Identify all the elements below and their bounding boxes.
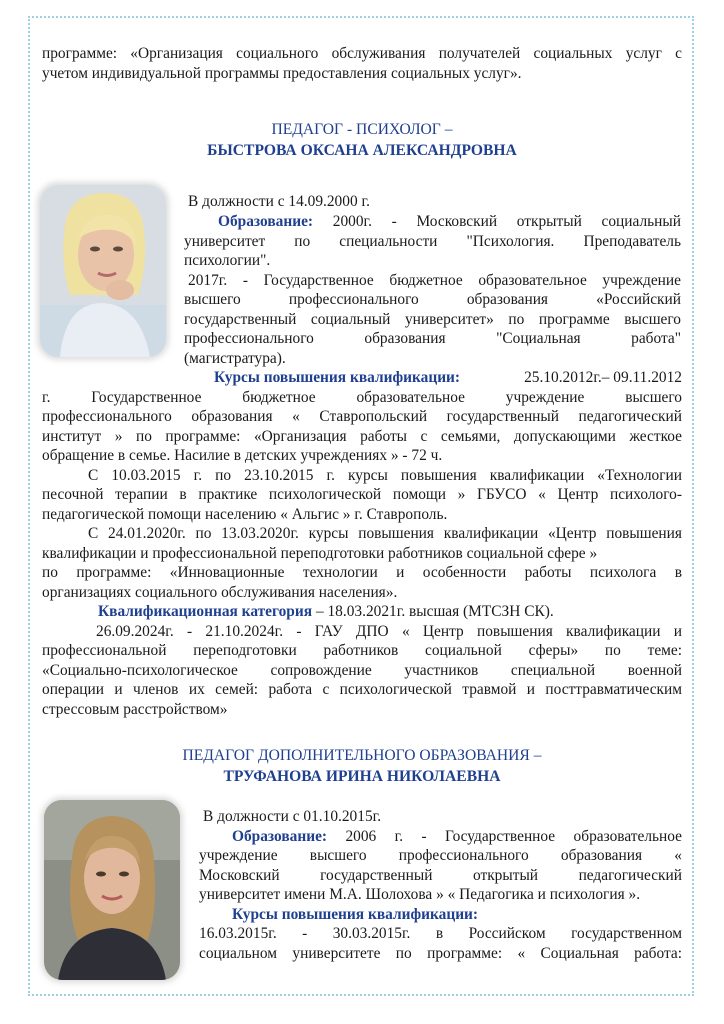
courses-line: «Социально-психологическое сопровождение участников специальной военной: [42, 662, 682, 679]
courses-line: 16.03.2015г. - 30.03.2015г. в Российском государственном: [199, 925, 682, 942]
courses-line: обращение в семье. Насилие в детских учреждениях » - 72 ч.: [42, 447, 443, 464]
courses-line: педагогической помощи населению « Альгис » г. Ставрополь.: [42, 506, 448, 523]
education-line: университет имени М.А. Шолохова » « Педагогика и психология ».: [199, 886, 641, 903]
education-line: [232, 827, 682, 847]
courses-line: г. Государственное бюджетное образовательное учреждение высшего: [42, 389, 682, 406]
courses-line: институт » по программе: «Организация работы с семьями, допускающими жесткое: [42, 428, 682, 445]
courses-line: организациях социального обслуживания населения».: [42, 584, 398, 601]
section1-name: БЫСТРОВА ОКСАНА АЛЕКСАНДРОВНА: [207, 142, 517, 159]
courses-line: песочной терапии в практике психологической помощи » ГБУСО « Центр психолого-: [42, 486, 682, 503]
position-since: В должности с 01.10.2015г.: [203, 808, 382, 825]
education-label: Образование:: [218, 213, 314, 230]
intro-line: программе: «Организация социального обслуживания получателей социальных услуг с: [42, 45, 682, 62]
section1-title: ПЕДАГОГ - ПСИХОЛОГ –: [271, 121, 453, 138]
section2-title: ПЕДАГОГ ДОПОЛНИТЕЛЬНОГО ОБРАЗОВАНИЯ –: [182, 747, 542, 764]
courses-line: квалификации и профессиональной переподготовки работников социальной сфере »: [42, 545, 598, 562]
education-label: Образование:: [232, 828, 328, 845]
intro-line: учетом индивидуальной программы предоставления социальных услуг».: [42, 65, 522, 82]
education-text: 2000г. - Московский открытый социальный: [332, 213, 681, 230]
education-line: Московский государственный открытый педагогический: [199, 867, 682, 884]
courses-line: [214, 368, 682, 388]
courses-line: социальном университете по программе: « Социальная работа:: [199, 945, 682, 962]
category-value: – 18.03.2021г. высшая (МТСЗН СК).: [315, 603, 554, 620]
courses-line: профессионального образования « Ставропольский государственный педагогический: [42, 408, 682, 425]
courses-label: Курсы повышения квалификации:: [214, 369, 461, 386]
courses-label: Курсы повышения квалификации:: [232, 906, 479, 923]
courses-line: стрессовым расстройством»: [42, 701, 228, 718]
education-line: [218, 212, 681, 232]
education-text: 2006 г. - Государственное образовательное: [345, 828, 682, 845]
courses-date: 25.10.2012г.– 09.11.2012: [524, 369, 682, 386]
courses-line: операции и членов их семей: работа с психологической травмой и посттравматическим: [42, 681, 682, 698]
position-since: В должности с 14.09.2000 г.: [188, 193, 370, 210]
courses-line: 26.09.2024г. - 21.10.2024г. - ГАУ ДПО « Центр повышения квалификации и: [96, 623, 682, 640]
education-line: учреждение высшего профессионального образования «: [199, 847, 682, 864]
courses-line: С 10.03.2015 г. по 23.10.2015 г. курсы повышения квалификации «Технологии: [88, 467, 682, 484]
category-line: [98, 602, 682, 622]
courses-line: С 24.01.2020г. по 13.03.2020г. курсы повышения квалификации «Центр повышения: [88, 525, 682, 542]
portrait-photo-bystrova: [40, 185, 166, 357]
section2-name: ТРУФАНОВА ИРИНА НИКОЛАЕВНА: [223, 768, 501, 785]
portrait-photo-trufanova: [44, 800, 180, 980]
education-line: (магистратура).: [184, 350, 286, 367]
education-line: государственный социальный университет» по программе высшего: [184, 311, 681, 328]
education-line: 2017г. - Государственное бюджетное образовательное учреждение: [188, 272, 681, 289]
education-line: университет по специальности "Психология. Преподаватель: [184, 233, 681, 250]
education-line: психологии".: [184, 252, 271, 269]
education-line: профессионального образования "Социальная работа": [184, 330, 681, 347]
courses-line: профессиональной переподготовки работников социальной сферы» по теме:: [42, 642, 682, 659]
education-line: высшего профессионального образования «Российский: [184, 291, 681, 308]
courses-line: по программе: «Инновационные технологии и особенности работы психолога в: [42, 564, 682, 581]
category-label: Квалификационная категория: [98, 603, 313, 620]
